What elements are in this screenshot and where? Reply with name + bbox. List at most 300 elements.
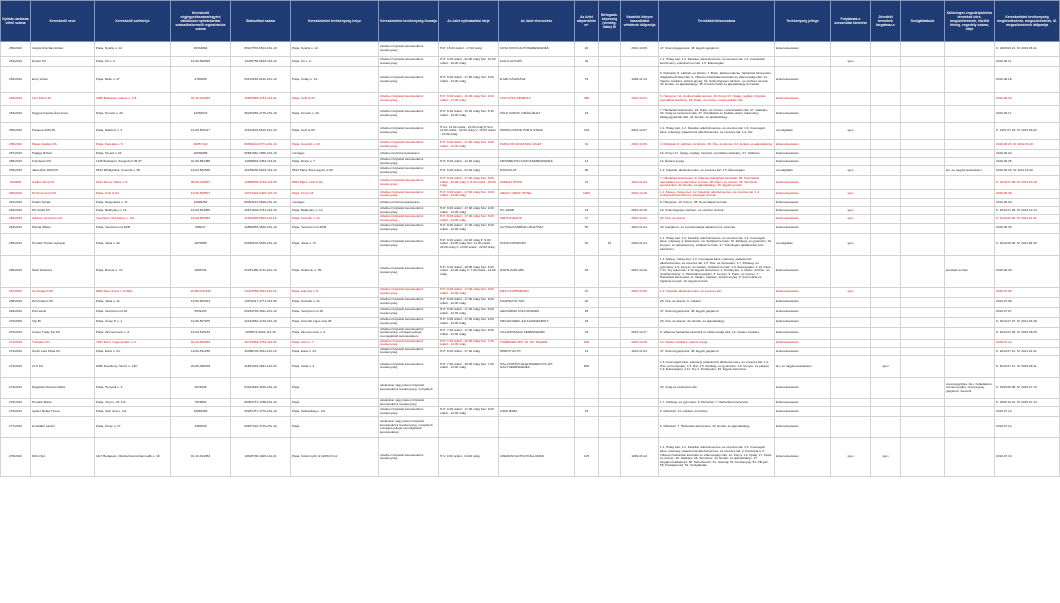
- table-cell: kiskereskedelem: [775, 438, 831, 477]
- table-cell: [621, 377, 659, 398]
- table-cell: [901, 398, 945, 406]
- table-cell: 257/2010: [1, 150, 31, 158]
- table-cell: [575, 377, 599, 398]
- table-cell: [599, 327, 621, 339]
- table-cell: igen: [871, 355, 901, 377]
- table-cell: [901, 215, 945, 223]
- table-cell: [871, 42, 901, 57]
- table-cell: 266/2010: [1, 255, 31, 287]
- table-cell: [831, 199, 871, 207]
- table-cell: [871, 255, 901, 287]
- table-cell: 19-09-523965: [171, 207, 231, 215]
- table-cell: [831, 297, 871, 307]
- table-cell: 14260673: [171, 106, 231, 123]
- table-cell: Pápa, Bocsor u. 70.: [95, 255, 171, 287]
- table-cell: [901, 207, 945, 215]
- table-cell: 10851665-4761-114-01: [231, 93, 291, 106]
- table-cell: 259/2010: [1, 166, 31, 176]
- table-cell: 19-09-511255: [171, 347, 231, 355]
- table-cell: K: 2010.07.09. M: 2013.12.14.: [995, 207, 1060, 215]
- table-cell: 2010.06.22.: [995, 150, 1060, 158]
- table-cell: 15: [575, 407, 599, 417]
- table-cell: [901, 140, 945, 150]
- table-cell: FRISSBETON KAVICSKERESKEDÉS: [499, 158, 575, 166]
- table-cell: PAPAI NŐI DIVATÁRU ÜZLET: [499, 140, 575, 150]
- table-cell: [621, 199, 659, 207]
- table-cell: Pápa, Veszprémi út 40/B: [291, 223, 379, 233]
- table-cell: Pénzmalom Kft.: [31, 297, 95, 307]
- table-cell: kiskereskedelem: [775, 215, 831, 223]
- table-cell: 40: [575, 297, 599, 307]
- table-cell: igen: [831, 123, 871, 140]
- table-cell: 263/2010: [1, 215, 31, 223]
- table-cell: 2010.10.28.: [621, 339, 659, 347]
- table-cell: 16. Könyv;17. Újság, napilap, folyóirat, periodikus kiadvány; 27. Játékáru: [659, 150, 775, 158]
- table-cell: [439, 417, 499, 438]
- table-cell: 2010.06.11.: [995, 57, 1060, 67]
- table-cell: 15332894: [171, 42, 231, 57]
- table-cell: [831, 377, 871, 398]
- table-cell: [831, 158, 871, 166]
- table-cell: Pápa, Árvay P. u. 1.: [95, 317, 171, 327]
- table-row: [1, 355, 1060, 377]
- table-cell: igen: [831, 438, 871, 477]
- table-cell: [621, 307, 659, 317]
- col-header: Nyilván-tartásba vételi száma: [1, 1, 31, 42]
- table-cell: Pápa, Kossuth u. 23.: [291, 140, 379, 150]
- table-cell: [621, 166, 659, 176]
- table-cell: üzletben folytatott kereskedelmi tevékenység: [379, 339, 439, 347]
- table-cell: [831, 67, 871, 93]
- table-cell: [499, 398, 575, 406]
- table-cell: [831, 355, 871, 377]
- table-cell: [499, 150, 575, 158]
- col-header: Az üzlet alapterülete m²: [575, 1, 599, 42]
- table-cell: kiskereskedelem: [775, 297, 831, 307]
- table-cell: Pápa, Kossuth Lajos utca 26.: [291, 317, 379, 327]
- table-cell: 2010.07.06.: [995, 287, 1060, 297]
- table-cell: üzletben folytatott kereskedelmi tevékenység: [379, 176, 439, 190]
- table-cell: H-P: 15.00 órától - 17.00 óráig: [439, 42, 499, 57]
- table-cell: Tüzépker Zrt.: [31, 339, 95, 347]
- table-cell: Pápa, Csáky u. 14.: [291, 67, 379, 93]
- table-cell: TÜZÉPKER ZRT. 32. SZ. TELEPE: [499, 339, 575, 347]
- table-cell: 47. Személygépkocsi; 48. Egyéb gépjármű: [659, 307, 775, 317]
- table-cell: [871, 307, 901, 317]
- table-cell: 25. Óra- és ékszer; 6. Lábbeli: [659, 297, 775, 307]
- table-cell: [599, 223, 621, 233]
- table-cell: 1.2. Kávéital, alkoholmentes- és szeszes ital; 1.5. Édességáru: [659, 166, 775, 176]
- table-cell: 10743363-4752-114-02: [231, 339, 291, 347]
- table-cell: 15: [575, 176, 599, 190]
- table-cell: [831, 307, 871, 317]
- table-cell: Ecsy István: [31, 67, 95, 93]
- table-cell: 270/2010: [1, 327, 31, 339]
- table-cell: [831, 347, 871, 355]
- table-cell: K: 2010.07.12. M: 2011.01.31.: [995, 347, 1060, 355]
- table-cell: 65053212-9529-231-19: [231, 199, 291, 207]
- table-cell: Pápa, Temető u. 26.: [95, 106, 171, 123]
- table-cell: kiskereskedelem: [775, 398, 831, 406]
- table-cell: 15: [599, 233, 621, 255]
- table-cell: kiskereskedelem: [775, 377, 831, 398]
- table-cell: 2010.06.17.: [995, 106, 1060, 123]
- table-row: [1, 223, 1060, 233]
- table-cell: K: 2010.07.07. M: 2011.02.28.: [995, 317, 1060, 327]
- table-cell: kiskereskedelem: [775, 190, 831, 199]
- table-cell: Duettó Kft.: [31, 57, 95, 67]
- table-cell: [599, 287, 621, 297]
- table-cell: 10625790-1920-114-01: [231, 438, 291, 477]
- table-row: [1, 215, 1060, 223]
- table-cell: PEDS EVEZŐK: [499, 215, 575, 223]
- table-row: [1, 297, 1060, 307]
- table-cell: [599, 317, 621, 327]
- table-cell: igen: [831, 190, 871, 199]
- table-cell: [945, 199, 995, 207]
- table-cell: [871, 166, 901, 176]
- table-cell: [901, 158, 945, 166]
- table-cell: 47. Személygépkocsi; 48. Egyéb gépjármű: [659, 347, 775, 355]
- table-cell: [871, 123, 901, 140]
- table-cell: Frissbetön Kft.: [31, 158, 95, 166]
- table-cell: Pápa, Temető u. 26.: [291, 106, 379, 123]
- table-cell: üzletben folytatott kereskedelmi tevékenység: [379, 347, 439, 355]
- table-cell: [599, 42, 621, 57]
- table-cell: K: 2008.02.21. M: 2010.06.11.: [995, 42, 1060, 57]
- table-cell: vásárokon vagy piacon folytatott kereskedelmi tevékenység, mozgóbolt, országos jellegű csomagküldő kereskedelem: [379, 417, 439, 438]
- table-cell: [621, 57, 659, 67]
- table-cell: Panama 2001 Bt.: [31, 123, 95, 140]
- col-header: Jövedéki termékek forgalmaz-e: [871, 1, 901, 42]
- table-cell: 19-09-508507: [171, 190, 231, 199]
- table-cell: MINI ÉKSZER- ÉS AJÁNDÉKBOLT: [499, 317, 575, 327]
- table-header: [1, 1, 1060, 42]
- table-row: [1, 140, 1060, 150]
- table-cell: CSINI BABA: [499, 407, 575, 417]
- table-cell: [945, 398, 995, 406]
- table-row: [1, 158, 1060, 166]
- table-cell: 6. Ruházati; 7. Háztartási felszerelés; 43. Emlék- és ajándéktárgy: [659, 417, 775, 438]
- table-cell: [901, 355, 945, 377]
- table-cell: 60054737-4789-231-19: [231, 398, 291, 406]
- table-cell: kiskereskedelem: [775, 150, 831, 158]
- table-row: [1, 347, 1060, 355]
- table-cell: [599, 398, 621, 406]
- table-cell: Pápa, Batthyány u. 14.: [291, 207, 379, 215]
- table-row: [1, 150, 1060, 158]
- table-cell: Pápa, Ady Ady u. 8.: [291, 287, 379, 297]
- table-cell: 54321629-4519-231-19: [231, 377, 291, 398]
- table-cell: kiskereskedelem: [775, 255, 831, 287]
- table-cell: Pápa, Kossuth u. 21.: [291, 297, 379, 307]
- table-cell: üzletben folytatott kereskedelmi tevékenység: [379, 297, 439, 307]
- table-cell: Pápa, Celli út 65.: [291, 123, 379, 140]
- table-cell: Pápa, Tavasz u.23.: [95, 150, 171, 158]
- table-cell: 7. Háztartási felszerelés, 18. Papír- és írószer, művészellátó cikk, 27. Játékáru, 30. Virág és kertészeti cikk, 37. Díszállatok és kisállat-eledel, takarmány, állatgyógyászati cikk, 43. Emlék- és ajándéktárgy: [659, 106, 775, 123]
- table-cell: [831, 255, 871, 287]
- table-row: [1, 327, 1060, 339]
- table-row: [1, 233, 1060, 255]
- table-cell: [945, 307, 995, 317]
- table-cell: H-P: 9.00 órától - 17.00 óráig Szo: 9.00 órától - 12.00 óráig: [439, 287, 499, 297]
- col-header: Kereskedő székhelye: [95, 1, 171, 42]
- table-cell: 7621 Pécs, Ingyenszabó u. 5.: [95, 339, 171, 347]
- table-cell: [831, 339, 871, 347]
- table-cell: 50: [575, 223, 599, 233]
- table-cell: 60657316-4719-231-19: [231, 417, 291, 438]
- table-cell: 2002.01.04.: [621, 233, 659, 255]
- table-cell: 60281757-4779-231-19: [231, 407, 291, 417]
- table-cell: [945, 317, 995, 327]
- table-cell: 272/2010: [1, 347, 31, 355]
- table-cell: K: 2010.06.30. M: 2011.09.30.: [995, 233, 1060, 255]
- table-cell: Pápa: [291, 417, 379, 438]
- table-cell: [901, 347, 945, 355]
- table-cell: [945, 297, 995, 307]
- table-cell: 264/2010: [1, 223, 31, 233]
- table-cell: Pápa, Fő tér 15.: [291, 190, 379, 199]
- table-cell: 40: [575, 287, 599, 297]
- table-cell: 12: [575, 158, 599, 166]
- table-cell: [621, 150, 659, 158]
- table-cell: 01-10-042263: [171, 93, 231, 106]
- table-cell: [621, 398, 659, 406]
- table-row: [1, 438, 1060, 477]
- table-cell: [599, 255, 621, 287]
- table-row: [1, 166, 1060, 176]
- table-cell: FAGYLALTOZÓ: [499, 57, 575, 67]
- table-cell: H-P: 7.00 órától - 17.00 óráig Szo: 8.00 órától - 12.00 óráig: [439, 327, 499, 339]
- table-cell: Pápa, Jókai u. 72.: [291, 233, 379, 255]
- table-row: [1, 317, 1060, 327]
- table-cell: 63254746-4511-231-19: [231, 307, 291, 317]
- table-cell: üzletben folytatott kereskedelmi tevékenység: [379, 190, 439, 199]
- table-cell: [945, 339, 995, 347]
- table-cell: [831, 398, 871, 406]
- table-cell: 14. Építési anyag: [659, 158, 775, 166]
- table-cell: 2010.10.06.: [621, 140, 659, 150]
- table-cell: [945, 438, 995, 477]
- table-cell: 2295072-4643-113-19: [231, 327, 291, 339]
- table-cell: 19-09-505853: [171, 215, 231, 223]
- table-cell: Molnár Mátés: [31, 223, 95, 233]
- table-cell: H-P: 8.00 órától - 17.00 óráig Szo: 8.00 órától - 12.00 óráig: [439, 215, 499, 223]
- table-cell: Nagyné Kaszas Éva Anna: [31, 106, 95, 123]
- table-cell: 22185230-5610-113-19: [231, 166, 291, 176]
- table-cell: Tigi Bt.: [31, 317, 95, 327]
- table-cell: [599, 417, 621, 438]
- table-cell: [945, 93, 995, 106]
- table-cell: 2010.06.30.: [995, 223, 1060, 233]
- table-cell: 7878862: [171, 398, 231, 406]
- table-cell: 2010.10.18.: [621, 190, 659, 199]
- table-cell: 250/2010: [1, 42, 31, 57]
- table-cell: H-P: 7.00 órától - 18.00 óráig Szo: 7.00 órától - 13.00 óráig: [439, 355, 499, 377]
- table-row: [1, 417, 1060, 438]
- table-cell: [871, 199, 901, 207]
- table-cell: kiskereskedelem: [775, 327, 831, 339]
- table-cell: [871, 339, 901, 347]
- col-header: Szolgáltatások: [901, 1, 945, 42]
- table-cell: országos: [291, 150, 379, 158]
- table-cell: [599, 377, 621, 398]
- table-cell: Pápa, Celli út 64.: [95, 190, 171, 199]
- table-cell: [945, 355, 995, 377]
- table-cell: 260/2010: [1, 190, 31, 199]
- table-cell: K: 2010.06.30. M: 2011.12.31.: [995, 215, 1060, 223]
- table-cell: 255/2010: [1, 123, 31, 140]
- table-cell: H-P: 6.00 órától - 22.00 óráig: [439, 166, 499, 176]
- table-cell: Pápa, Nyárfa u. 12.: [95, 42, 171, 57]
- table-cell: K: 1997.07.24. M: 2010.06.23.: [995, 123, 1060, 140]
- table-cell: 13741422-6420-113-19: [231, 190, 291, 199]
- table-cell: H-P: 8.00 órától - 17.00 óráig Szo: 8.00 órától - 12.00 óráig: [439, 297, 499, 307]
- table-cell: üzletben folytatott kereskedelmi tevékenység: [379, 140, 439, 150]
- table-cell: [901, 377, 945, 398]
- table-cell: [871, 327, 901, 339]
- table-cell: [599, 207, 621, 215]
- table-cell: [599, 199, 621, 207]
- table-cell: 8. Hangszer; 16. Könyv; 48. Nyomdaipari termék: [659, 199, 775, 207]
- table-cell: [831, 407, 871, 417]
- table-cell: Horváth Mária: [31, 398, 95, 406]
- table-cell: 20: [575, 42, 599, 57]
- table-cell: H-P: 9.00 órától - 17.00 óráig Szo: 9.00 órától - 12.00 óráig: [439, 407, 499, 417]
- table-cell: 6. Ruházati; 8. Lábbeli- és bőráru; 7. Bútor, lakberendezés, háztartási felszerelés, világítástechnikai cikk; 9. Villamos háztartási készülék és villamossági cikk; 14. Vasáru, barkács, építési anyag; 19. Számítógépes hardver- és szoftver termék; 43. Emlék- és ajándéktárgy; 45. Kreatív-hobbi és ajándéktárgy termékek: [659, 67, 775, 93]
- col-header: Kereskedelmi tevékenység megkezdésének, megszűnésének, ill. megszűnésének időpontja: [995, 1, 1060, 42]
- table-cell: 1.1. Hideg étel; 1.2. Kávéital, alkoholmentes- és szeszes ital, 1.4. Cukrászati készítmény, édesipari termék, 1.5. Édességáru: [659, 57, 775, 67]
- table-cell: NAPSUGÁR ABC: [499, 255, 575, 287]
- table-cell: [871, 377, 901, 398]
- table-cell: ANDLEX SHOP: [499, 176, 575, 190]
- table-cell: 11466328-6810-113-19: [231, 215, 291, 223]
- table-cell: PC-Szabi Kft.: [31, 207, 95, 215]
- table-cell: igen: [831, 57, 871, 67]
- table-cell: LINO KÖNYVESBOLT: [499, 93, 575, 106]
- table-cell: 19-09-508025: [171, 57, 231, 67]
- table-cell: Pápa, Béke u. 47.: [95, 67, 171, 93]
- table-cell: [901, 166, 945, 176]
- table-cell: [439, 377, 499, 398]
- table-cell: [871, 297, 901, 307]
- table-cell: Jákó-Klub 2003 Kft.: [31, 166, 95, 176]
- table-cell: 119: [575, 123, 599, 140]
- table-cell: [871, 347, 901, 355]
- table-cell: [945, 150, 995, 158]
- table-cell: 14008894-2363-113-01: [231, 158, 291, 166]
- table-cell: [901, 417, 945, 438]
- table-cell: üzletben kívüli kereskedelem: [379, 150, 439, 158]
- table-cell: Szabó Tamás: [31, 199, 95, 207]
- table-cell: Pál László: [31, 307, 95, 317]
- table-cell: 125: [575, 438, 599, 477]
- table-cell: 47. Személygépkocsi; 48. Egyéb gépjármű: [659, 42, 775, 57]
- table-cell: [599, 407, 621, 417]
- table-cell: [499, 199, 575, 207]
- table-cell: [945, 223, 995, 233]
- table-row: [1, 255, 1060, 287]
- table-cell: [439, 150, 499, 158]
- table-cell: [945, 417, 995, 438]
- table-cell: H-Cs: 12.00 órától - 23.00 óráig P-Szo: 12.00 órától - 02.00 óráig V: 15.00 órától - 23.00 óráig: [439, 123, 499, 140]
- table-cell: 276/2010: [1, 407, 31, 417]
- table-cell: Pápa, Árvay u. 27.: [95, 417, 171, 438]
- table-cell: 54115156-5212-231-19: [231, 67, 291, 93]
- table-cell: 11851015-4631-113-20: [231, 355, 291, 377]
- col-header: Különleges engedélyköteles termékek köre, megszűnésének, közlött felség, engedély száma, ideje: [945, 1, 995, 42]
- table-cell: [871, 158, 901, 166]
- table-cell: 273/2010: [1, 355, 31, 377]
- table-cell: 2010.07.12.: [995, 417, 1060, 438]
- table-cell: 1866704: [171, 255, 231, 287]
- table-cell: Pápai Ingatlan Kft.: [31, 140, 95, 150]
- table-cell: [599, 140, 621, 150]
- table-cell: kis- és nagykereskedelem: [945, 166, 995, 176]
- table-cell: üzletben folytatott kereskedelmi tevékenység: [379, 233, 439, 255]
- table-cell: kiskereskedelem: [775, 417, 831, 438]
- table-cell: 2010.06.29.: [995, 199, 1060, 207]
- table-cell: Co-Hegtech Kft.: [31, 287, 95, 297]
- table-cell: 22571604-4741-113-19: [231, 207, 291, 215]
- table-cell: [901, 297, 945, 307]
- table-cell: [831, 42, 871, 57]
- table-cell: [831, 106, 871, 123]
- col-header: Statisztikai száma: [231, 1, 291, 42]
- table-cell: kis- és nagykereskedelem: [775, 355, 831, 377]
- table-body: [1, 42, 1060, 477]
- table-cell: Palágyi Róbert: [31, 150, 95, 158]
- table-cell: [775, 57, 831, 67]
- table-cell: vásárokon vagy piacon folytatott kereskedelmi tevékenység: [379, 398, 439, 406]
- table-cell: Pápa, Rozja u. 7.: [291, 158, 379, 166]
- table-cell: kiskereskedelem: [775, 347, 831, 355]
- table-row: [1, 123, 1060, 140]
- table-cell: Pápa, Külső Győri út 0225/2 hrsz.: [291, 438, 379, 477]
- table-cell: Horváth Tamás Gyuláné: [31, 233, 95, 255]
- table-cell: 20657142: [171, 140, 231, 150]
- table-cell: [599, 158, 621, 166]
- table-cell: E-MIK KÁVAKÁSZ: [499, 67, 575, 93]
- table-cell: Pápa, Várai u. 2.: [291, 355, 379, 377]
- table-cell: [901, 106, 945, 123]
- table-cell: 1.1. Meleg-, hideg étel; 1.3. Csomagolt kávé, édesség, palackozott alkoholmentes- és szeszes ital; 1.5. Hús- és hentesáru; 1.7. Zöldség- és gyümölcs; 1.8. Kenyér- és pékárú, sütőipari termék; 1.9. Édességáru; 1.10. Kávé; 1.11. Tej, tejtermék; 1.12. Egyéb élelmiszer; 2. Dohányáru; 3. Mosó-, tisztító-, és fertőtlenítőszer; 4. Háztartási papíráru; 5. Kenyér, 6. Papír- és írószer, 7. Háztartási felszerelés, 8. Vasáru, barkács, építési anyag; 9. Kozmetikai és higiéniai termék; 10. Egyéb termék: [659, 255, 775, 287]
- table-cell: [599, 93, 621, 106]
- table-cell: 2010.06.25.: [995, 158, 1060, 166]
- table-cell: H-P: 6.00 órától - 18.00 óráig Szo: 6.00 órától - 14.00 óráig V: 7.00 órától - 12.00 óráig: [439, 255, 499, 287]
- table-cell: H-P: 8.00 órától - 17.00 óráig Szo: 8.00 órától - 12.00 óráig: [439, 223, 499, 233]
- table-cell: [831, 417, 871, 438]
- table-cell: [901, 255, 945, 287]
- table-cell: Pápa, Szél utca u. 1/A: [95, 407, 171, 417]
- table-cell: Pápa, Celli út 25.: [291, 93, 379, 106]
- table-cell: [499, 417, 575, 438]
- table-cell: üzletben folytatott kereskedelmi tevékenység: [379, 207, 439, 215]
- table-cell: 18: [575, 317, 599, 327]
- table-cell: 1.1. Meleg-, hideg étel; 1.2. Kávéital, alkoholmentes- és szeszes ital; 1.4. Cukrászati készítmény, édesipari termék: [659, 190, 775, 199]
- table-cell: GÉPJÁRMŰ KÖLCSÖNZÉS: [499, 307, 575, 317]
- table-cell: 8400 Ajka, Szent I. út 59/A: [95, 287, 171, 297]
- table-cell: H-P: 8.00 órától - 17.00 óráig Szo: 8.00 órától - 12.00 óráig: [439, 67, 499, 93]
- table-cell: 268/2010: [1, 297, 31, 307]
- table-cell: 8513 Mihályháza, Kossuth u. 86.: [95, 166, 171, 176]
- table-cell: 65217576-6513-231-19: [231, 42, 291, 57]
- table-cell: K: 2010.07.12. M: 2010.08.11.: [995, 355, 1060, 377]
- table-cell: igen: [831, 287, 871, 297]
- table-cell: 275/2010: [1, 398, 31, 406]
- table-cell: H-P: 8.00 órától - 17.00 óráig Szo: 8.00 órától - 12.00 óráig: [439, 307, 499, 317]
- table-cell: PC-SZABI: [499, 207, 575, 215]
